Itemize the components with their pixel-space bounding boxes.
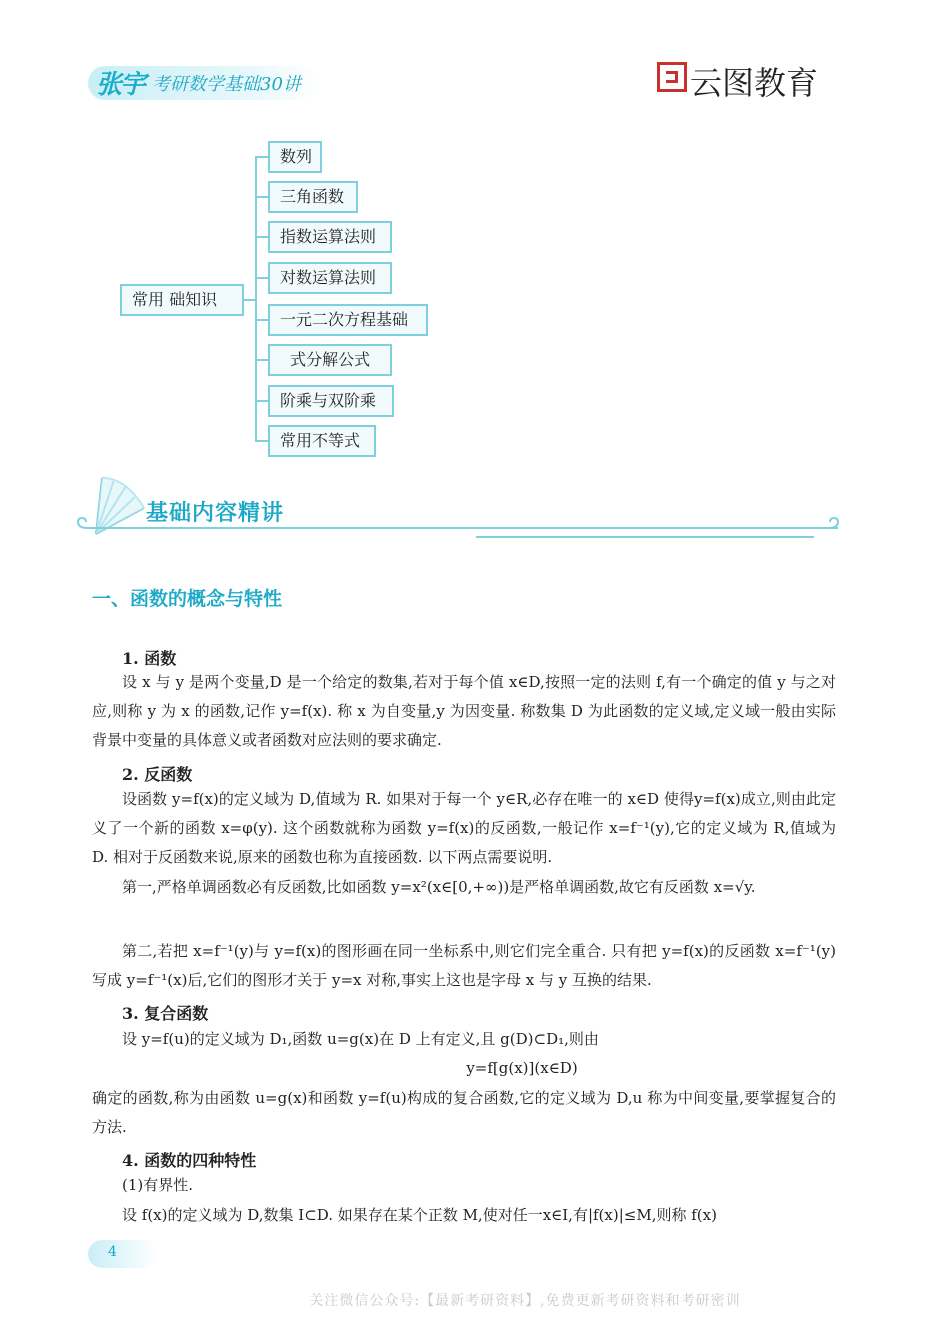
page-number: 4: [108, 1244, 117, 1260]
author-signature: 张宇: [96, 70, 145, 100]
section-heading: 一、函数的概念与特性: [92, 588, 283, 610]
mindmap-branch: [255, 359, 268, 361]
mindmap-branch: [255, 196, 268, 198]
paragraph: 确定的函数,称为由函数 u=g(x)和函数 y=f(u)构成的复合函数,它的定义域为 D,u 称为中间变量,要掌握复合的方法.: [92, 1089, 836, 1136]
mindmap-node: 式分解公式: [268, 344, 392, 376]
list-item: (1)有界性.: [122, 1176, 194, 1194]
mindmap-node: 阶乘与双阶乘: [268, 385, 394, 417]
subsection-title: 2. 反函数: [122, 765, 193, 784]
banner-title: 基础内容精讲: [146, 500, 285, 526]
banner-rule: [86, 527, 838, 529]
mindmap-node: 三角函数: [268, 181, 358, 213]
mindmap-node: 指数运算法则: [268, 221, 392, 253]
mindmap-branch: [255, 236, 268, 238]
subsection-title: 3. 复合函数: [122, 1004, 209, 1023]
subsection-title: 1. 函数: [122, 649, 177, 668]
subsection-title: 4. 函数的四种特性: [122, 1151, 257, 1170]
formula: y=f[g(x)](x∈D): [466, 1059, 578, 1077]
paragraph: 第一,严格单调函数必有反函数,比如函数 y=x²(x∈[0,+∞))是严格单调函数,故它有反函数 x=√y.: [122, 878, 756, 896]
logo-icon: [657, 62, 687, 92]
mindmap-trunk: [255, 156, 257, 441]
paragraph: 设 x 与 y 是两个变量,D 是一个给定的数集,若对于每个值 x∈D,按照一定的法则 f,有一个确定的值 y 与之对应,则称 y 为 x 的函数,记作 y=f(x). 称 x 为自变量,y 为因变量. 称数集 D 为此函数的定义域,定义域一般由实际背景中变量的具体意义或者函数对应法则的要求确定.: [92, 673, 836, 749]
series-title: 考研数学基础30讲: [152, 74, 301, 95]
mindmap-node: 一元二次方程基础: [268, 304, 428, 336]
paragraph: 设 y=f(u)的定义域为 D₁,函数 u=g(x)在 D 上有定义,且 g(D)⊂D₁,则由: [122, 1030, 599, 1048]
footer-watermark: 关注微信公众号:【最新考研资料】,免费更新考研资料和考研密训: [309, 1293, 741, 1309]
mindmap-branch: [255, 277, 268, 279]
page-number-pill: [88, 1240, 158, 1268]
mindmap-node: 对数运算法则: [268, 262, 392, 294]
publisher-logo-text: 云图教育: [690, 64, 819, 102]
mindmap-branch: [255, 400, 268, 402]
mindmap-branch: [255, 319, 268, 321]
mindmap-node: 数列: [268, 141, 322, 173]
mindmap-branch: [255, 156, 268, 158]
ornament-icon: [74, 516, 94, 536]
mindmap-node: 常用不等式: [268, 425, 376, 457]
paragraph: 第二,若把 x=f⁻¹(y)与 y=f(x)的图形画在同一坐标系中,则它们完全重合. 只有把 y=f(x)的反函数 x=f⁻¹(y)写成 y=f⁻¹(x)后,它们的图形才关于 y=x 对称,事实上这也是字母 x 与 y 互换的结果.: [92, 942, 836, 989]
mindmap-root: 常用 础知识: [120, 284, 244, 316]
banner-rule-secondary: [476, 536, 814, 538]
paragraph: 设函数 y=f(x)的定义域为 D,值域为 R. 如果对于每一个 y∈R,必存在唯一的 x∈D 使得y=f(x)成立,则由此定义了一个新的函数 x=φ(y). 这个函数就称为函数 y=f(x)的反函数,一般记作 x=f⁻¹(y),它的定义域为 R,值域为 D. 相对于反函数来说,原来的函数也称为直接函数. 以下两点需要说明.: [92, 790, 836, 866]
paragraph: 设 f(x)的定义域为 D,数集 I⊂D. 如果存在某个正数 M,使对任一x∈I,有|f(x)|≤M,则称 f(x): [122, 1206, 717, 1224]
ornament-icon: [824, 516, 844, 536]
mindmap-branch: [255, 440, 268, 442]
